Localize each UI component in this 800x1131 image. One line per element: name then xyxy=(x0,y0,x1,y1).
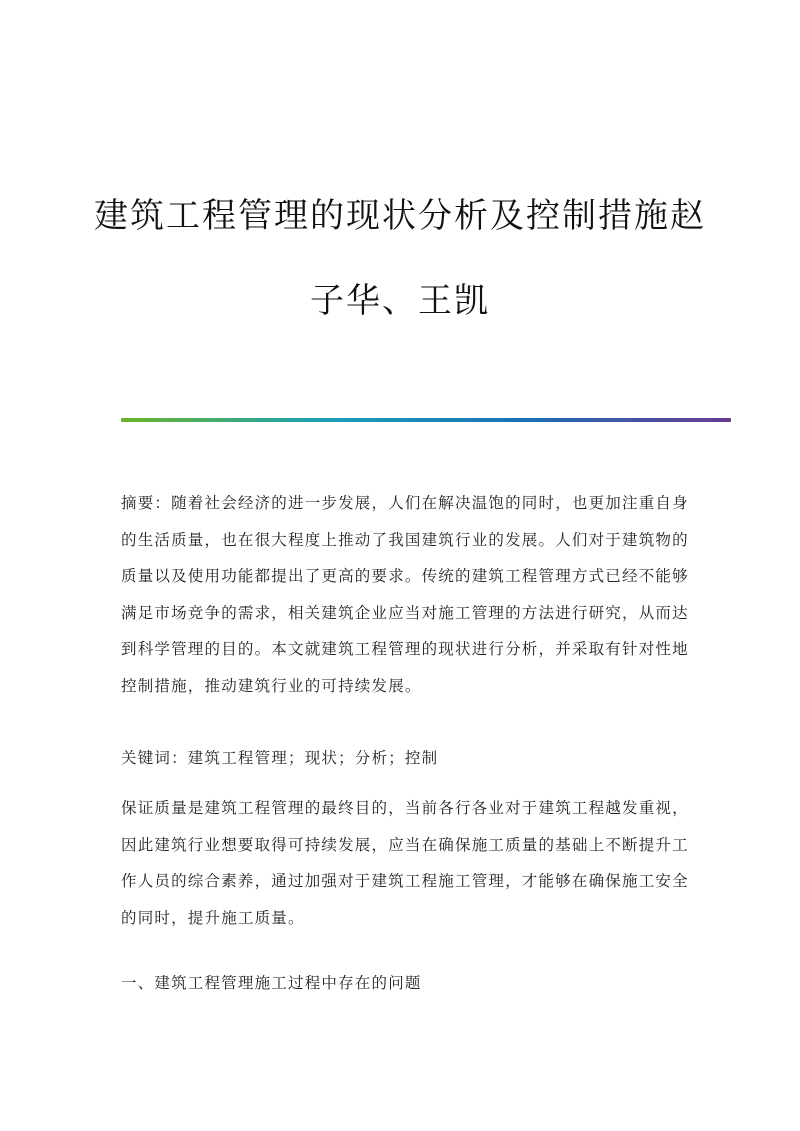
abstract-line: 控制措施，推动建筑行业的可持续发展。 xyxy=(121,676,422,695)
abstract-line: 摘要：随着社会经济的进一步发展，人们在解决温饱的同时，也更加注重自身 xyxy=(121,494,689,512)
intro-paragraph xyxy=(121,790,689,936)
title-divider-gradient xyxy=(121,418,731,422)
abstract-line: 满足市场竞争的需求，相关建筑企业应当对施工管理的方法进行研究，从而达 xyxy=(121,603,689,622)
abstract-line: 质量以及使用功能都提出了更高的要求。传统的建筑工程管理方式已经不能够 xyxy=(121,567,689,585)
document-title-line-2: 子华、王凯 xyxy=(310,281,490,321)
abstract-line: 的生活质量，也在很大程度上推动了我国建筑行业的发展。人们对于建筑物的 xyxy=(121,530,689,549)
intro-line: 因此建筑行业想要取得可持续发展，应当在确保施工质量的基础上不断提升工 xyxy=(121,835,689,854)
abstract-paragraph xyxy=(121,485,689,704)
intro-line: 保证质量是建筑工程管理的最终目的，当前各行各业对于建筑工程越发重视， xyxy=(121,799,689,817)
keywords-line: 关键词：建筑工程管理；现状；分析；控制 xyxy=(121,749,439,767)
intro-line: 的同时，提升施工质量。 xyxy=(121,908,305,927)
document-title-line-1: 建筑工程管理的现状分析及控制措施赵 xyxy=(94,196,706,236)
abstract-line: 到科学管理的目的。本文就建筑工程管理的现状进行分析，并采取有针对性地 xyxy=(121,640,689,658)
intro-line: 作人员的综合素养，通过加强对于建筑工程施工管理，才能够在确保施工安全 xyxy=(121,872,689,890)
section-heading: 一、建筑工程管理施工过程中存在的问题 xyxy=(121,974,422,992)
